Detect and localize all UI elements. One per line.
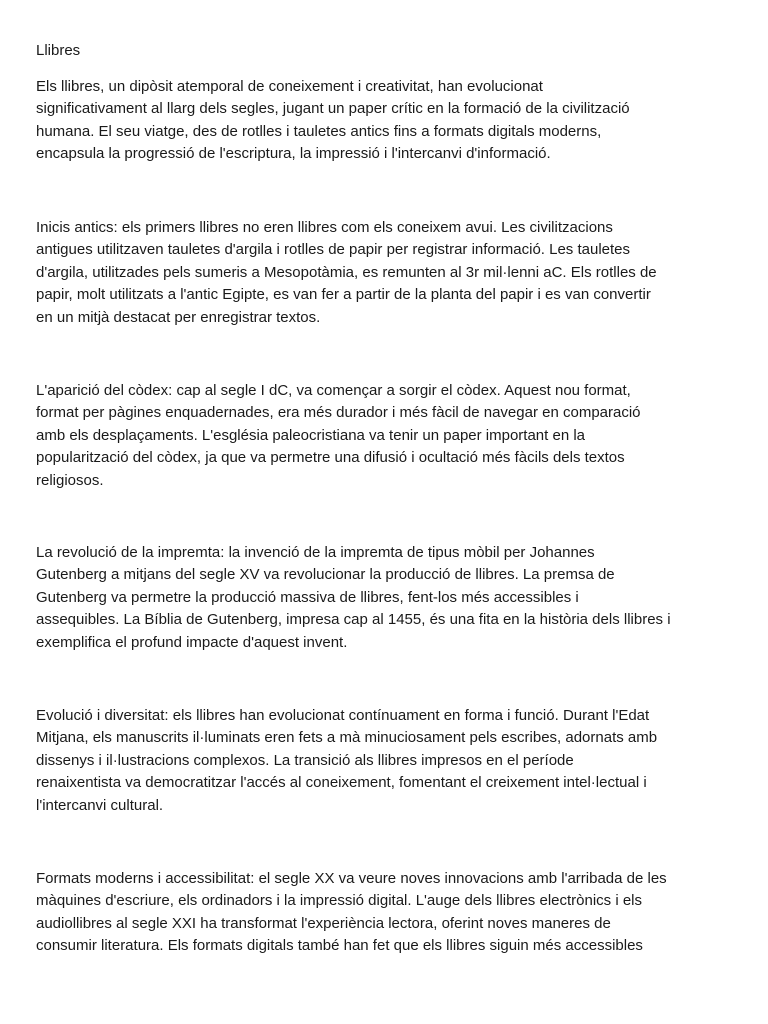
paragraph-printing-press [36, 542, 736, 654]
text-line: audiollibres al segle XXI ha transformat l'experiència lectora, oferint noves maneres de [36, 914, 611, 932]
text-line: assequibles. La Bíblia de Gutenberg, impresa cap al 1455, és una fita en la història dels llibres i [36, 611, 671, 629]
text-line: d'argila, utilitzades pels sumeris a Mesopotàmia, es remunten al 3r mil·lenni aC. Els rotlles de [36, 263, 657, 281]
text-line: antigues utilitzaven tauletes d'argila i rotlles de papir per registrar informació. Les tauletes [36, 241, 631, 259]
text-line: Evolució i diversitat: els llibres han evolucionat contínuament en forma i funció. Durant l'Edat [36, 707, 650, 724]
text-line: Inicis antics: els primers llibres no eren llibres com els coneixem avui. Les civilitzacions [36, 219, 613, 236]
paragraph-codex [36, 380, 736, 492]
text-line: significativament al llarg dels segles, jugant un paper crític en la formació de la civilització [36, 100, 630, 118]
text-line: Els llibres, un dipòsit atemporal de coneixement i creativitat, han evolucionat [36, 78, 543, 95]
paragraph-modern-formats [36, 868, 736, 958]
text-line: Gutenberg a mitjans del segle XV va revolucionar la producció de llibres. La premsa de [36, 566, 615, 584]
text-line: en un mitjà destacat per enregistrar textos. [36, 308, 321, 326]
text-line: màquines d'escriure, els ordinadors i la impressió digital. L'auge dels llibres electrònics i els [36, 892, 643, 910]
text-line: popularització del còdex, ja que va permetre una difusió i ocultació més fàcils dels textos [36, 449, 625, 467]
document-title: Llibres [36, 42, 81, 59]
text-line: exemplifica el profund impacte d'aquest invent. [36, 633, 348, 651]
paragraph-evolution [36, 705, 736, 817]
text-line: papir, molt utilitzats a l'antic Egipte, es van fer a partir de la planta del papir i es van convertir [36, 286, 651, 304]
text-line: Mitjana, els manuscrits il·luminats eren fets a mà minuciosament pels escribes, adornats amb [36, 729, 658, 747]
text-line: Gutenberg va permetre la producció massiva de llibres, fent-los més accessibles i [36, 588, 579, 606]
text-line: l'intercanvi cultural. [36, 796, 164, 814]
text-line: consumir literatura. Els formats digitals també han fet que els llibres siguin més accessibles [36, 937, 643, 955]
text-line: Formats moderns i accessibilitat: el segle XX va veure noves innovacions amb l'arribada de les [36, 870, 667, 887]
text-line: format per pàgines enquadernades, era més durador i més fàcil de navegar en comparació [36, 404, 641, 422]
text-line: humana. El seu viatge, des de rotlles i tauletes antics fins a formats digitals moderns, [36, 122, 602, 140]
text-line: religiosos. [36, 471, 104, 489]
text-line: amb els desplaçaments. L'església paleocristiana va tenir un paper important en la [36, 426, 586, 444]
paragraph-ancient-beginnings [36, 217, 736, 329]
text-line: L'aparició del còdex: cap al segle I dC, va començar a sorgir el còdex. Aquest nou format, [36, 382, 631, 399]
text-line: La revolució de la impremta: la invenció de la impremta de tipus mòbil per Johannes [36, 544, 595, 561]
text-line: dissenys i il·lustracions complexos. La transició als llibres impresos en el període [36, 751, 574, 769]
paragraph-intro [36, 76, 736, 166]
text-line: encapsula la progressió de l'escriptura, la impressió i l'intercanvi d'informació. [36, 145, 551, 163]
text-line: renaixentista va democratitzar l'accés al coneixement, fomentant el creixement intel·lectual i [36, 774, 647, 792]
